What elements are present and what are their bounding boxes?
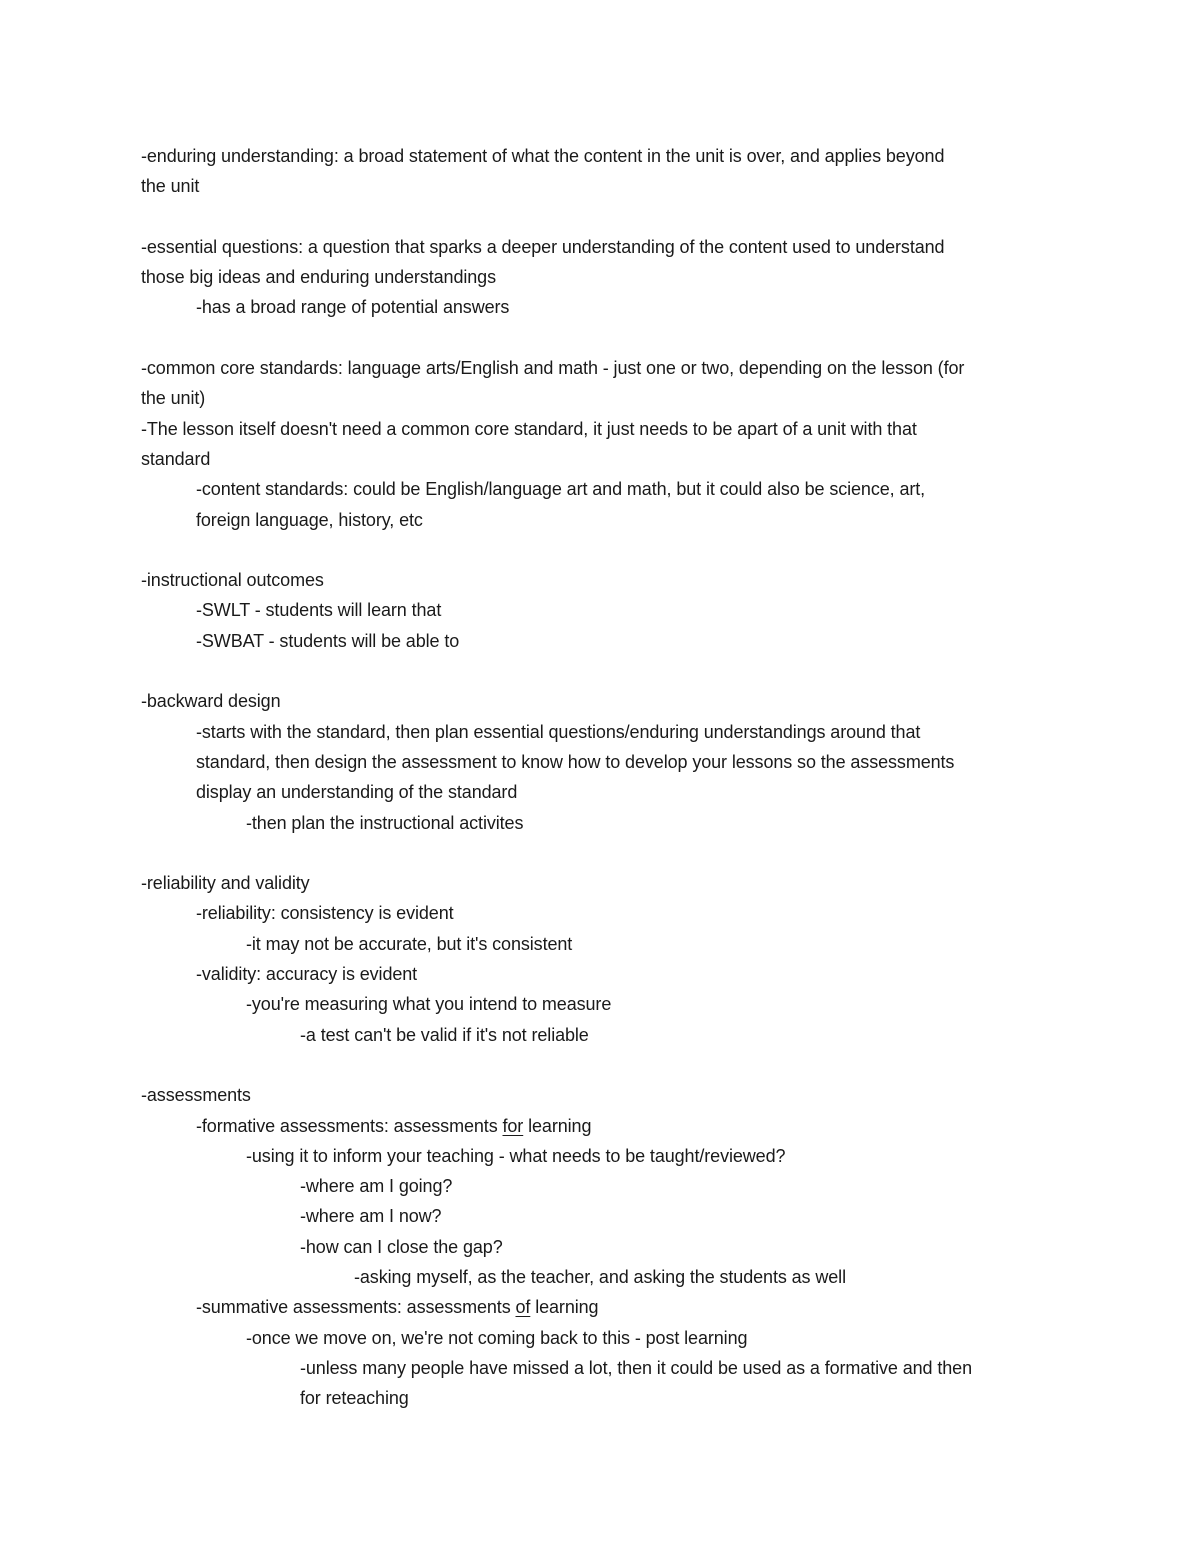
formative-sub-1: -using it to inform your teaching - what needs to be taught/reviewed? [246,1145,786,1166]
essential-line-2: those big ideas and enduring understandings [141,267,496,288]
backward-design-heading: -backward design [141,691,281,712]
formative-line [141,1111,1071,1141]
assessments-heading: -assessments [141,1085,251,1106]
summative-line [141,1292,1071,1322]
instructional-outcomes-heading: -instructional outcomes [141,570,324,591]
blank-line [141,1050,1071,1080]
essential-line-1: -essential questions: a question that sparks a deeper understanding of the content used to understand [141,236,945,257]
formative-question-3: -how can I close the gap? [300,1236,503,1257]
summative-underlined-word: of [515,1297,531,1318]
common-core-line-3: -The lesson itself doesn't need a common core standard, it just needs to be apart of a unit with that [141,418,917,439]
common-core-line-1: -common core standards: language arts/English and math - just one or two, depending on the lesson (for [141,358,965,379]
enduring-line-2: the unit [141,176,200,197]
validity-sub: -you're measuring what you intend to measure [246,994,612,1015]
summative-label: -summative assessments: assessments [196,1297,516,1318]
blank-line [141,323,1071,353]
swlt-line: -SWLT - students will learn that [196,600,442,621]
formative-label: -formative assessments: assessments [196,1115,503,1136]
formative-question-1: -where am I going? [300,1176,453,1197]
enduring-line-1: -enduring understanding: a broad statement of what the content in the unit is over, and applies beyond [141,146,945,166]
reliability-sub: -it may not be accurate, but it's consistent [246,933,573,954]
content-standards-line-2: foreign language, history, etc [196,509,423,530]
summative-sub-1: -once we move on, we're not coming back to this - post learning [246,1327,748,1348]
formative-question-2: -where am I now? [300,1206,442,1227]
reliability-line: -reliability: consistency is evident [196,903,454,924]
summative-suffix: learning [530,1297,599,1318]
summative-sub-1a-line-2: for reteaching [300,1388,409,1409]
summative-sub-1a-line-1: -unless many people have missed a lot, then it could be used as a formative and then [300,1357,973,1378]
notes-body [141,141,1071,1413]
blank-line [141,202,1071,232]
backward-design-line-3: display an understanding of the standard [196,782,518,803]
validity-line: -validity: accuracy is evident [196,964,418,985]
backward-design-line-1: -starts with the standard, then plan essential questions/enduring understandings around that [196,721,921,742]
blank-line [141,656,1071,686]
content-standards-line-1: -content standards: could be English/language art and math, but it could also be science, art, [196,479,926,500]
blank-line [141,535,1071,565]
blank-line [141,838,1071,868]
backward-design-line-2: standard, then design the assessment to know how to develop your lessons so the assessments [196,751,955,772]
formative-question-3-sub: -asking myself, as the teacher, and asking the students as well [354,1266,846,1287]
backward-design-sub: -then plan the instructional activites [246,812,524,833]
formative-underlined-word: for [502,1115,524,1136]
validity-sub-sub: -a test can't be valid if it's not reliable [300,1024,589,1045]
essential-sub-1: -has a broad range of potential answers [196,297,510,318]
reliability-validity-heading: -reliability and validity [141,873,310,894]
common-core-line-2: the unit) [141,388,206,409]
swbat-line: -SWBAT - students will be able to [196,630,460,651]
formative-suffix: learning [523,1115,592,1136]
common-core-line-4: standard [141,448,211,469]
